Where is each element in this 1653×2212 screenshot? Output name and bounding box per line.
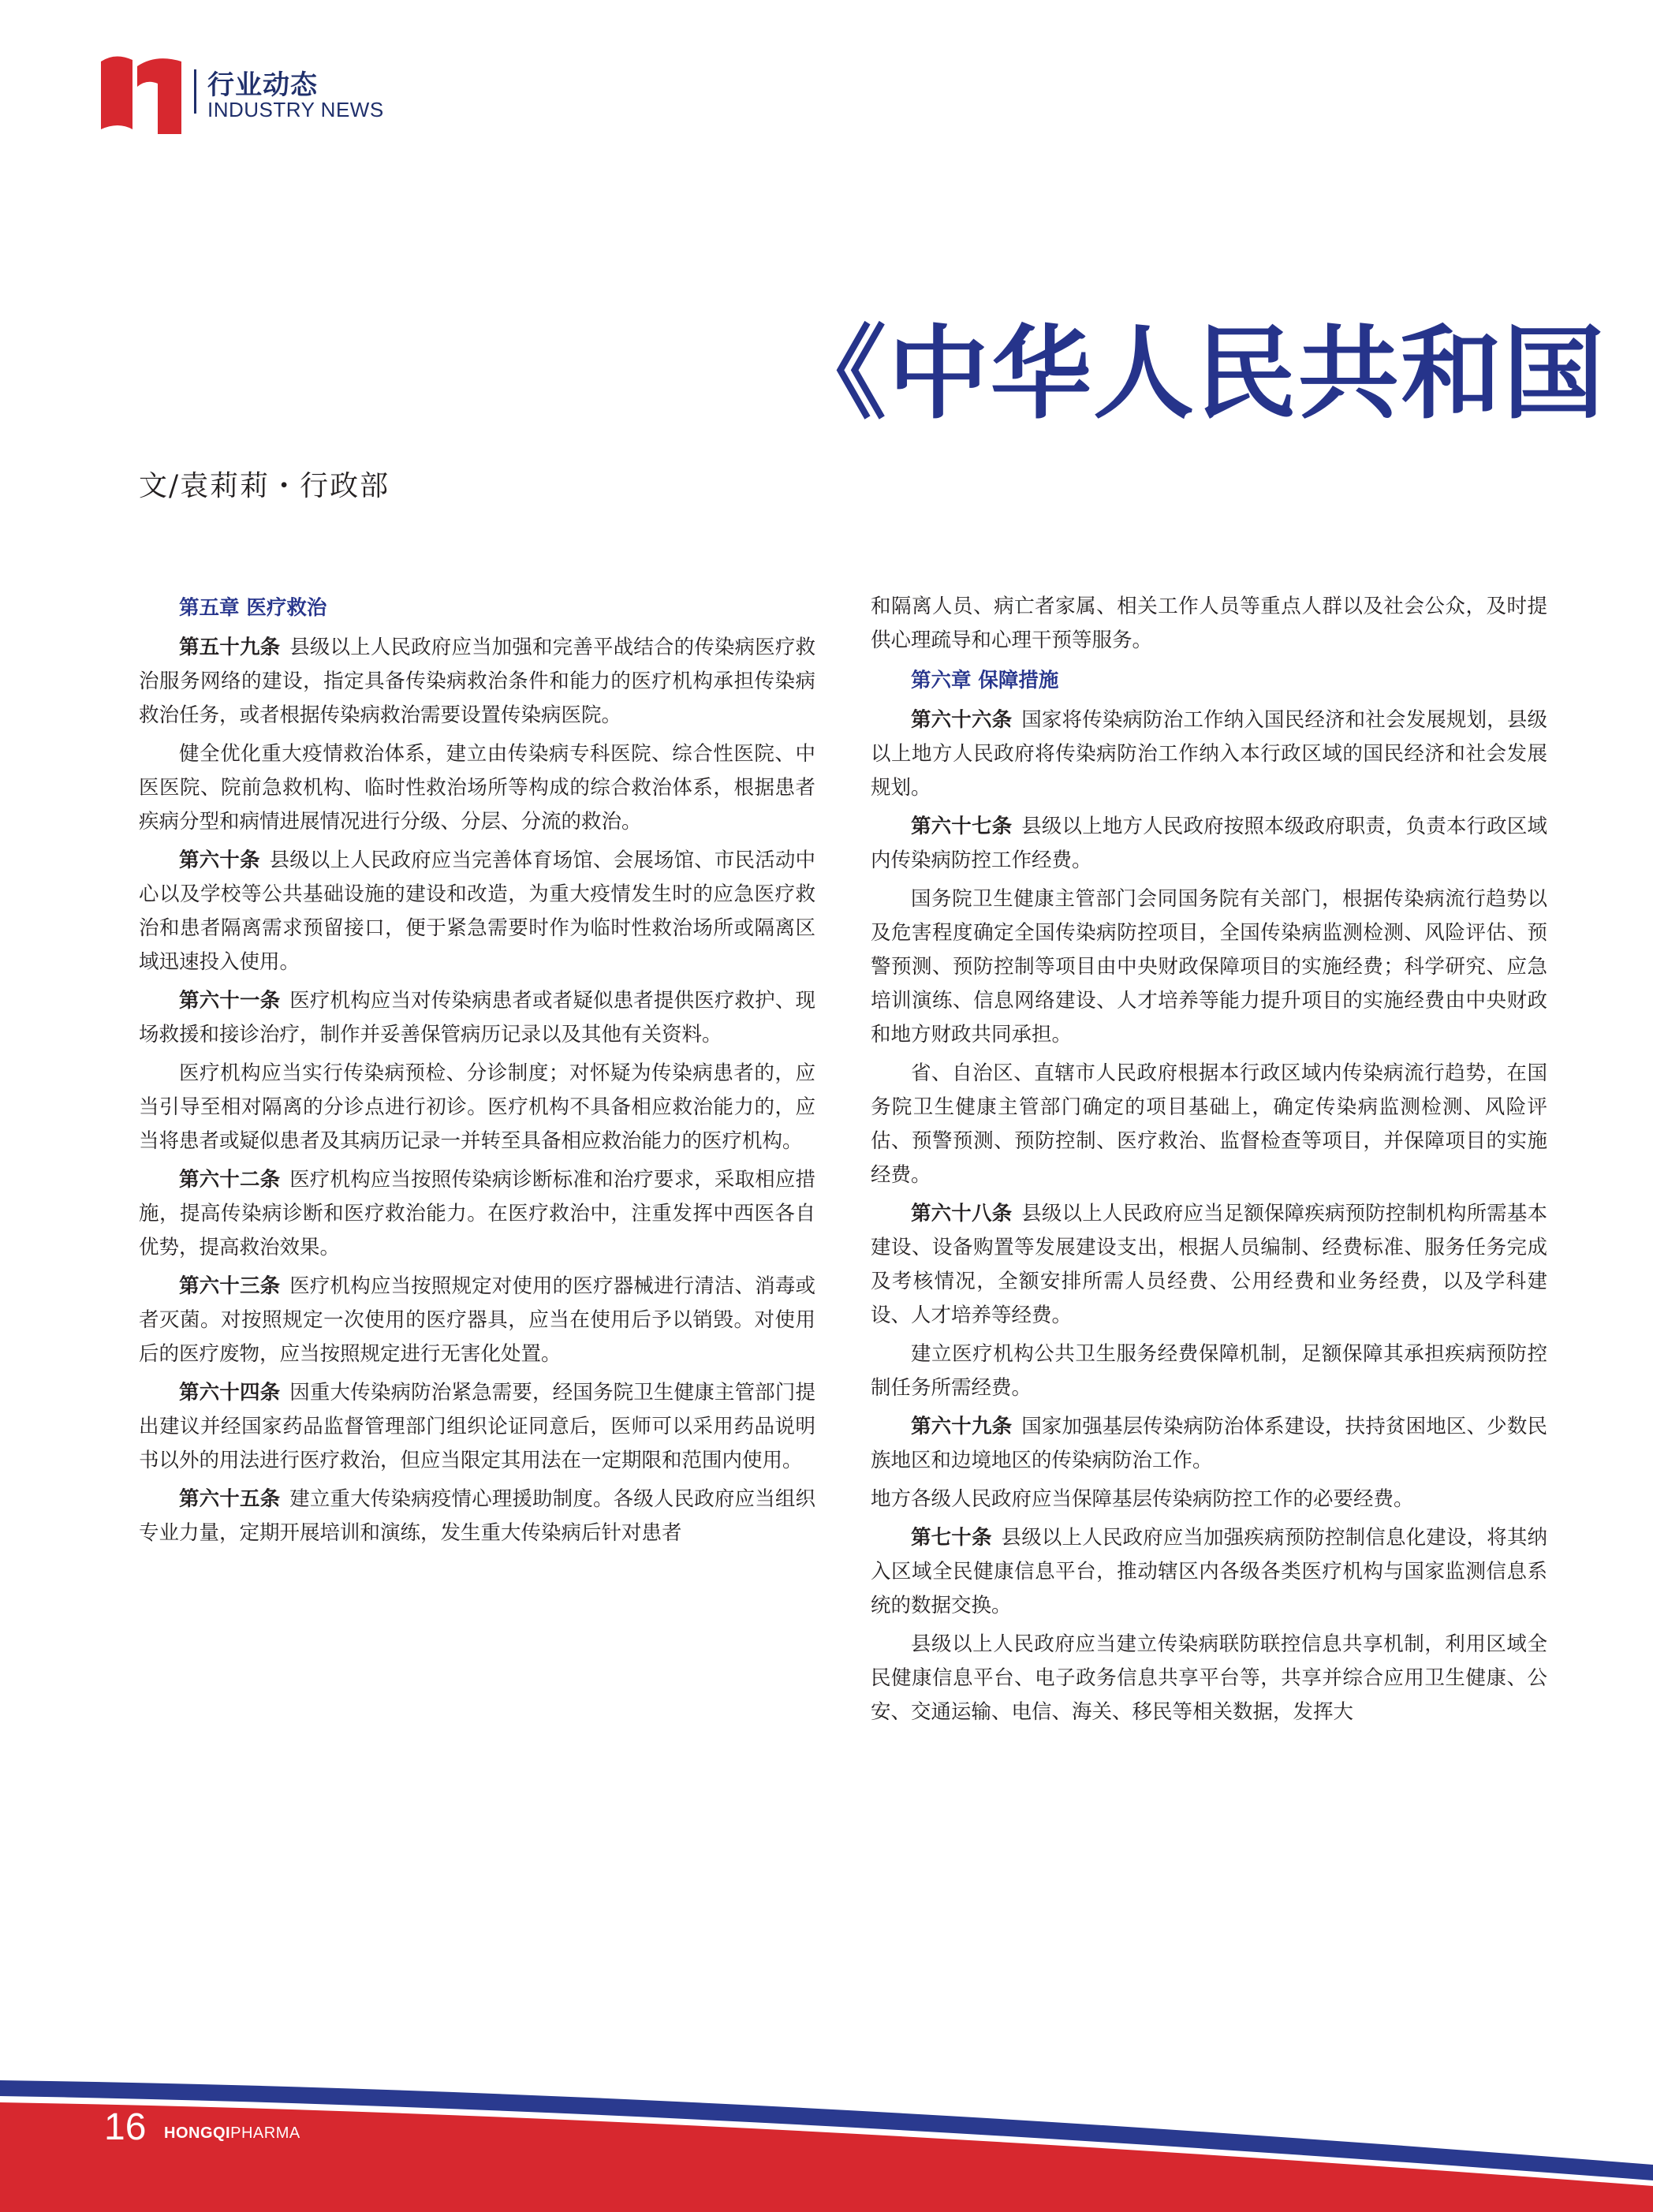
article-text: 国家加强基层传染病防治体系建设，扶持贫困地区、少数民族地区和边境地区的传染病防治工作。 (871, 1415, 1547, 1472)
article-number: 第六十六条 (911, 708, 1013, 732)
article-text: 医疗机构应当按照规定对使用的医疗器械进行清洁、消毒或者灭菌。对按照规定一次使用的医疗器具，应当在使用后予以销毁。对使用后的医疗废物，应当按照规定进行无害化处置。 (139, 1274, 815, 1366)
article-text: 县级以上人民政府应当完善体育场馆、会展场馆、市民活动中心以及学校等公共基础设施的建设和改造，为重大疫情发生时的应急医疗救治和患者隔离需求预留接口，便于紧急需要时作为临时性救治场所或隔离区域迅速投入使用。 (139, 849, 815, 974)
article-text: 因重大传染病防治紧急需要，经国务院卫生健康主管部门提出建议并经国家药品监督管理部门组织论证同意后，医师可以采用药品说明书以外的用法进行医疗救治，但应当限定其用法在一定期限和范围内使用。 (139, 1381, 815, 1472)
hongqi-flag-logo-icon (101, 52, 181, 134)
article-number: 第六十三条 (179, 1274, 281, 1298)
paragraph: 建立医疗机构公共卫生服务经费保障机制，足额保障其承担疾病预防控制任务所需经费。 (871, 1342, 1547, 1400)
article-paragraph (139, 1376, 815, 1478)
paragraph: 县级以上人民政府应当建立传染病联防联控信息共享机制，利用区域全民健康信息平台、电子政务信息共享平台等，共享并综合应用卫生健康、公安、交通运输、电信、海关、移民等相关数据，发挥大 (871, 1632, 1547, 1724)
paragraph-continued: 和隔离人员、病亡者家属、相关工作人员等重点人群以及社会公众，及时提供心理疏导和心理干预等服务。 (871, 595, 1547, 652)
article-title: 《中华人民共和国 (785, 315, 1606, 433)
article-text: 县级以上人民政府应当足额保障疾病预防控制机构所需基本建设、设备购置等发展建设支出，根据人员编制、经费标准、服务任务完成及考核情况，全额安排所需人员经费、公用经费和业务经费，以及学科建设、人才培养等经费。 (871, 1202, 1547, 1327)
brand-rest: PHARMA (230, 2124, 300, 2142)
paragraph: 地方各级人民政府应当保障基层传染病防控工作的必要经费。 (871, 1487, 1414, 1511)
section-title-en: INDUSTRY NEWS (207, 98, 384, 121)
left-column (139, 590, 815, 1555)
article-number: 第六十五条 (179, 1487, 281, 1511)
article-paragraph (139, 631, 815, 733)
right-column (871, 590, 1547, 1734)
article-paragraph (139, 1163, 815, 1265)
article-paragraph (871, 1197, 1547, 1333)
article-text: 县级以上人民政府应当加强和完善平战结合的传染病医疗救治服务网络的建设，指定具备传染病救治条件和能力的医疗机构承担传染病救治任务，或者根据传染病救治需要设置传染病医院。 (139, 636, 815, 727)
brand-name (164, 2124, 300, 2143)
article-text: 县级以上人民政府应当加强疾病预防控制信息化建设，将其纳入区域全民健康信息平台，推动辖区内各级各类医疗机构与国家监测信息系统的数据交换。 (871, 1526, 1547, 1617)
paragraph: 健全优化重大疫情救治体系，建立由传染病专科医院、综合性医院、中医医院、院前急救机构、临时性救治场所等构成的综合救治体系，根据患者疾病分型和病情进展情况进行分级、分层、分流的救治。 (139, 742, 815, 834)
article-text: 国家将传染病防治工作纳入国民经济和社会发展规划，县级以上地方人民政府将传染病防治工作纳入本行政区域的国民经济和社会发展规划。 (871, 708, 1547, 800)
paragraph: 省、自治区、直辖市人民政府根据本行政区域内传染病流行趋势，在国务院卫生健康主管部门确定的项目基础上，确定传染病监测检测、风险评估、预警预测、预防控制、医疗救治、监督检查等项目，并保障项目的实施经费。 (871, 1061, 1547, 1187)
article-number: 第六十二条 (179, 1168, 281, 1192)
article-number: 第六十九条 (911, 1415, 1013, 1438)
header-divider (194, 69, 196, 114)
article-paragraph (871, 1521, 1547, 1623)
article-number: 第六十一条 (179, 989, 281, 1013)
article-number: 第五十九条 (179, 636, 281, 659)
chapter-heading: 第六章 保障措施 (911, 669, 1059, 692)
article-paragraph (139, 984, 815, 1052)
article-text: 建立重大传染病疫情心理援助制度。各级人民政府应当组织专业力量，定期开展培训和演练，发生重大传染病后针对患者 (139, 1487, 815, 1545)
article-paragraph (139, 1270, 815, 1371)
brand-bold: HONGQI (164, 2124, 231, 2142)
article-text: 医疗机构应当对传染病患者或者疑似患者提供医疗救护、现场救援和接诊治疗，制作并妥善保管病历记录以及其他有关资料。 (139, 989, 815, 1046)
article-text: 医疗机构应当按照传染病诊断标准和治疗要求，采取相应措施，提高传染病诊断和医疗救治能力。在医疗救治中，注重发挥中西医各自优势，提高救治效果。 (139, 1168, 815, 1259)
article-paragraph (871, 1410, 1547, 1478)
paragraph: 医疗机构应当实行传染病预检、分诊制度；对怀疑为传染病患者的，应当引导至相对隔离的分诊点进行初诊。医疗机构不具备相应救治能力的，应当将患者或疑似患者及其病历记录一并转至具备相应救治能力的医疗机构。 (139, 1061, 815, 1153)
article-number: 第六十条 (179, 849, 260, 872)
byline: 文/袁莉莉・行政部 (139, 470, 390, 502)
article-number: 第七十条 (911, 1526, 992, 1550)
article-paragraph (139, 844, 815, 979)
section-title-cn: 行业动态 (207, 69, 318, 101)
article-number: 第六十七条 (911, 815, 1013, 838)
article-text: 县级以上地方人民政府按照本级政府职责，负责本行政区域内传染病防控工作经费。 (871, 815, 1547, 872)
article-number: 第六十四条 (179, 1381, 281, 1404)
article-paragraph (871, 703, 1547, 805)
page-number: 16 (104, 2106, 147, 2148)
article-number: 第六十八条 (911, 1202, 1013, 1225)
article-paragraph (871, 810, 1547, 878)
chapter-heading: 第五章 医疗救治 (179, 596, 327, 620)
paragraph: 国务院卫生健康主管部门会同国务院有关部门，根据传染病流行趋势以及危害程度确定全国传染病防控项目，全国传染病监测检测、风险评估、预警预测、预防控制等项目由中央财政保障项目的实施经费；科学研究、应急培训演练、信息网络建设、人才培养等能力提升项目的实施经费由中央财政和地方财政共同承担。 (871, 887, 1547, 1046)
article-paragraph (139, 1483, 815, 1550)
